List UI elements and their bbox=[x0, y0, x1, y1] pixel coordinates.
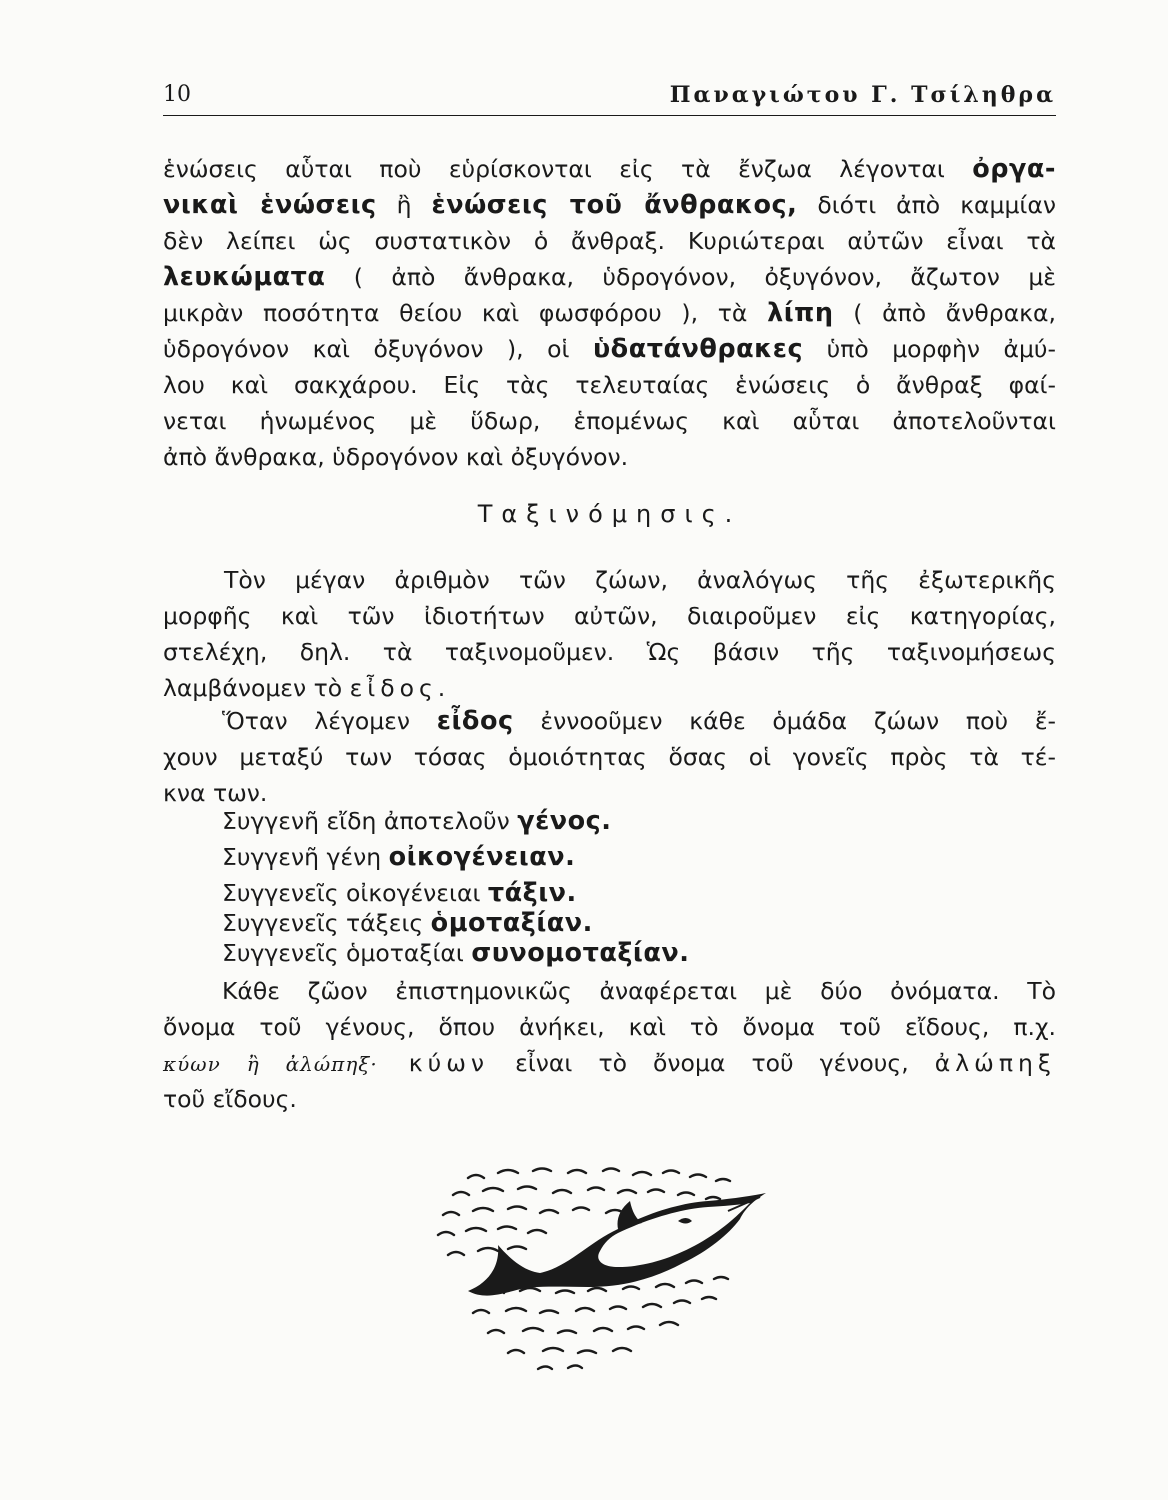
spaced-term: εἶδος. bbox=[349, 674, 451, 702]
text-span: διότι ἀπὸ καμμίαν bbox=[797, 191, 1057, 219]
text-line: Τὸν μέγαν ἀριθμὸν τῶν ζώων, ἀναλόγως τῆς ἐξωτερικῆς bbox=[224, 566, 1056, 594]
text-span: ἐννοοῦμεν κάθε ὁμάδα ζώων ποὺ ἔ- bbox=[513, 707, 1057, 735]
text-line: ὄνομα τοῦ γένους, ὅπου ἀνήκει, καὶ τὸ ὄνομα τοῦ εἴδους, π.χ. bbox=[163, 1013, 1056, 1041]
text-line: λου καὶ σακχάρου. Εἰς τὰς τελευταίας ἑνώσεις ὁ ἄνθραξ φαί- bbox=[163, 371, 1056, 399]
bold-term: οἰκογένειαν. bbox=[388, 842, 576, 872]
text-span: ὑπὸ μορφὴν ἀμύ- bbox=[803, 335, 1057, 363]
text-span: Συγγενεῖς τάξεις bbox=[222, 909, 431, 937]
bold-term: εἶδος bbox=[436, 706, 514, 736]
bold-term: ἑνώσεις τοῦ ἄνθρακος, bbox=[431, 190, 798, 220]
hierarchy-item bbox=[222, 839, 1056, 875]
text-span: ( ἀπὸ ἄνθρακα, ὑδρογόνον, ὀξυγόνον, ἄζωτον μὲ bbox=[325, 263, 1056, 291]
bold-term: ὁμοταξίαν. bbox=[430, 908, 593, 938]
dolphin-illustration bbox=[428, 1163, 788, 1378]
bold-term: νικαὶ ἑνώσεις bbox=[163, 190, 377, 220]
hierarchy-item bbox=[222, 935, 1056, 971]
text-line bbox=[163, 295, 1056, 331]
text-line: Κάθε ζῶον ἐπιστημονικῶς ἀναφέρεται μὲ δύο ὀνόματα. Τὸ bbox=[222, 977, 1056, 1005]
text-span: Συγγενεῖς οἰκογένειαι bbox=[222, 879, 488, 907]
text-line bbox=[222, 703, 1056, 739]
bold-term: συνομοταξίαν. bbox=[471, 938, 690, 968]
text-line: νεται ἡνωμένος μὲ ὕδωρ, ἑπομένως καὶ αὗται ἀποτελοῦνται bbox=[163, 407, 1056, 435]
text-span: μικρὰν ποσότητα θείου καὶ φωσφόρου ), τὰ bbox=[163, 299, 768, 327]
section-heading: Ταξινόμησις. bbox=[477, 500, 742, 528]
header-rule bbox=[163, 115, 1056, 116]
bold-term: τάξιν. bbox=[487, 878, 577, 908]
italic-term: κύων ἢ ἀλώπηξ· bbox=[163, 1052, 378, 1076]
text-span: Συγγενῆ γένη bbox=[222, 843, 389, 871]
text-line: ἀπὸ ἄνθρακα, ὑδρογόνον καὶ ὀξυγόνον. bbox=[163, 443, 629, 471]
text-span: Ὅταν λέγομεν bbox=[222, 707, 437, 735]
text-line bbox=[163, 151, 1056, 187]
spaced-term: κύων bbox=[377, 1049, 490, 1077]
text-line: χουν μεταξύ των τόσας ὁμοιότητας ὅσας οἱ γονεῖς πρὸς τὰ τέ- bbox=[163, 743, 1056, 771]
text-span: Συγγενεῖς ὁμοταξίαι bbox=[222, 939, 472, 967]
bold-term: ὀργα- bbox=[972, 154, 1056, 184]
text-span: ὑδρογόνον καὶ ὀξυγόνον ), οἱ bbox=[163, 335, 593, 363]
hierarchy-item bbox=[222, 803, 1056, 839]
text-line: στελέχη, δηλ. τὰ ταξινομοῦμεν. Ὡς βάσιν τῆς ταξινομήσεως bbox=[163, 638, 1056, 666]
text-line: δὲν λείπει ὡς συστατικὸν ὁ ἄνθραξ. Κυριώτεραι αὐτῶν εἶναι τὰ bbox=[163, 227, 1056, 255]
text-span: λαμβάνομεν τὸ bbox=[163, 674, 350, 702]
bold-term: λίπη bbox=[767, 298, 834, 328]
text-line bbox=[163, 331, 1056, 367]
page-number: 10 bbox=[163, 82, 191, 107]
text-line bbox=[163, 187, 1056, 223]
bold-term: ὑδατάνθρακες bbox=[592, 334, 804, 364]
text-span: ἢ bbox=[376, 191, 432, 219]
text-line: κνα των. bbox=[163, 779, 268, 807]
spaced-term: ἀλώπηξ bbox=[934, 1049, 1056, 1077]
text-span: ( ἀπὸ ἄνθρακα, bbox=[833, 299, 1056, 327]
page-header bbox=[163, 82, 1056, 114]
text-line bbox=[163, 259, 1056, 295]
bold-term: λευκώματα bbox=[163, 262, 326, 292]
text-line: μορφῆς καὶ τῶν ἰδιοτήτων αὐτῶν, διαιροῦμεν εἰς κατηγορίας, bbox=[163, 602, 1056, 630]
text-line: τοῦ εἴδους. bbox=[163, 1085, 297, 1113]
text-span: Συγγενῆ εἴδη ἀποτελοῦν bbox=[222, 807, 518, 835]
running-head: Παναγιώτου Γ. Τσίληθρα bbox=[669, 82, 1056, 108]
text-span: εἶναι τὸ ὄνομα τοῦ γένους, bbox=[489, 1049, 935, 1077]
text-line bbox=[163, 670, 1056, 706]
text-line bbox=[163, 1045, 1056, 1081]
text-span: ἑνώσεις αὗται ποὺ εὑρίσκονται εἰς τὰ ἔνζωα λέγονται bbox=[163, 155, 973, 183]
bold-term: γένος. bbox=[517, 806, 612, 836]
